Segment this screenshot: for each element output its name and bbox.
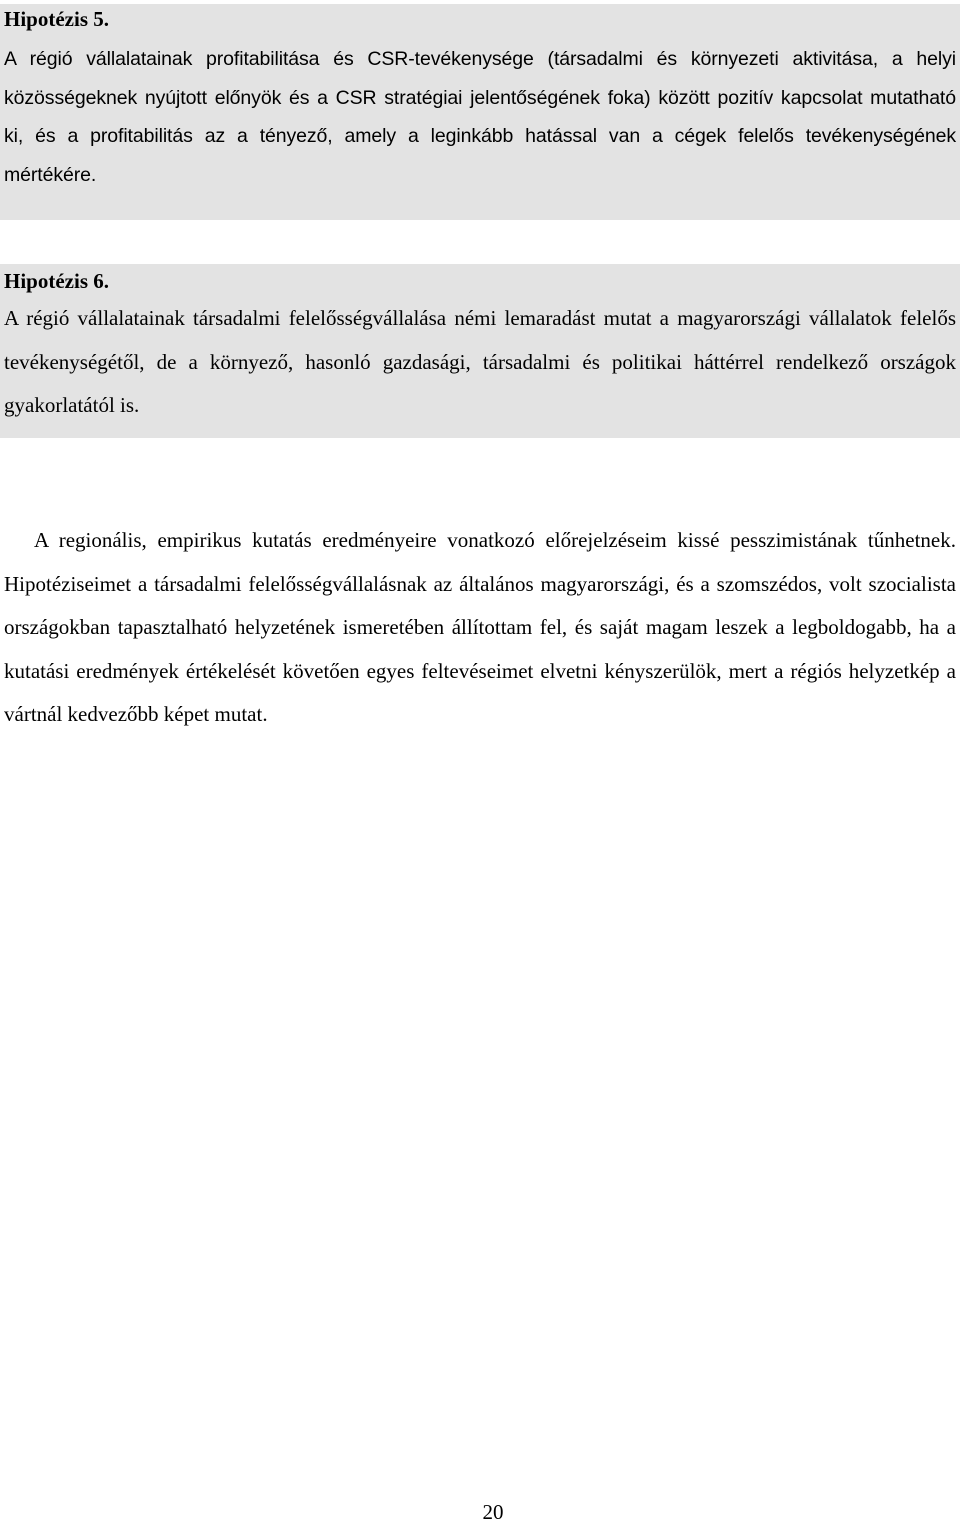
page-number: 20: [482, 1500, 504, 1524]
hypothesis-6-text: A régió vállalatainak társadalmi felelősségvállalása némi lemaradást mutat a magyarországi vállalatok felelős tevékenységétől, de a környező, hasonló gazdasági, társadalmi és politikai háttérrel rendelkező országok gyakorlatától is.: [4, 306, 956, 417]
body-paragraph: A regionális, empirikus kutatás eredményeire vonatkozó előrejelzéseim kissé pesszimistának tűnhetnek. Hipotéziseimet a társadalmi felelősségvállalásnak az általános magyarországi, és a szomszédos, volt szocialista országokban tapasztalható helyzetének ismeretében állítottam fel, és saját magam leszek a legboldogabb, ha a kutatási eredmények értékelését követően egyes feltevéseimet elvetni kényszerülök, mert a régiós helyzetkép a vártnál kedvezőbb képet mutat.: [4, 528, 956, 726]
hypothesis-6-box: [0, 264, 960, 438]
hypothesis-5-box: [0, 4, 960, 220]
hypothesis-5-text: A régió vállalatainak profitabilitása és CSR-tevékenysége (társadalmi és környezeti aktivitása, a helyi közösségeknek nyújtott előnyök és a CSR stratégiai jelentőségének foka) között pozitív kapcsolat mutatható ki, és a profitabilitás az a tényező, amely a leginkább hatással van a cégek felelős tevékenységének mértékére.: [4, 48, 956, 186]
hypothesis-5-title: Hipotézis 5.: [4, 7, 109, 31]
hypothesis-6-title: Hipotézis 6.: [4, 269, 109, 293]
